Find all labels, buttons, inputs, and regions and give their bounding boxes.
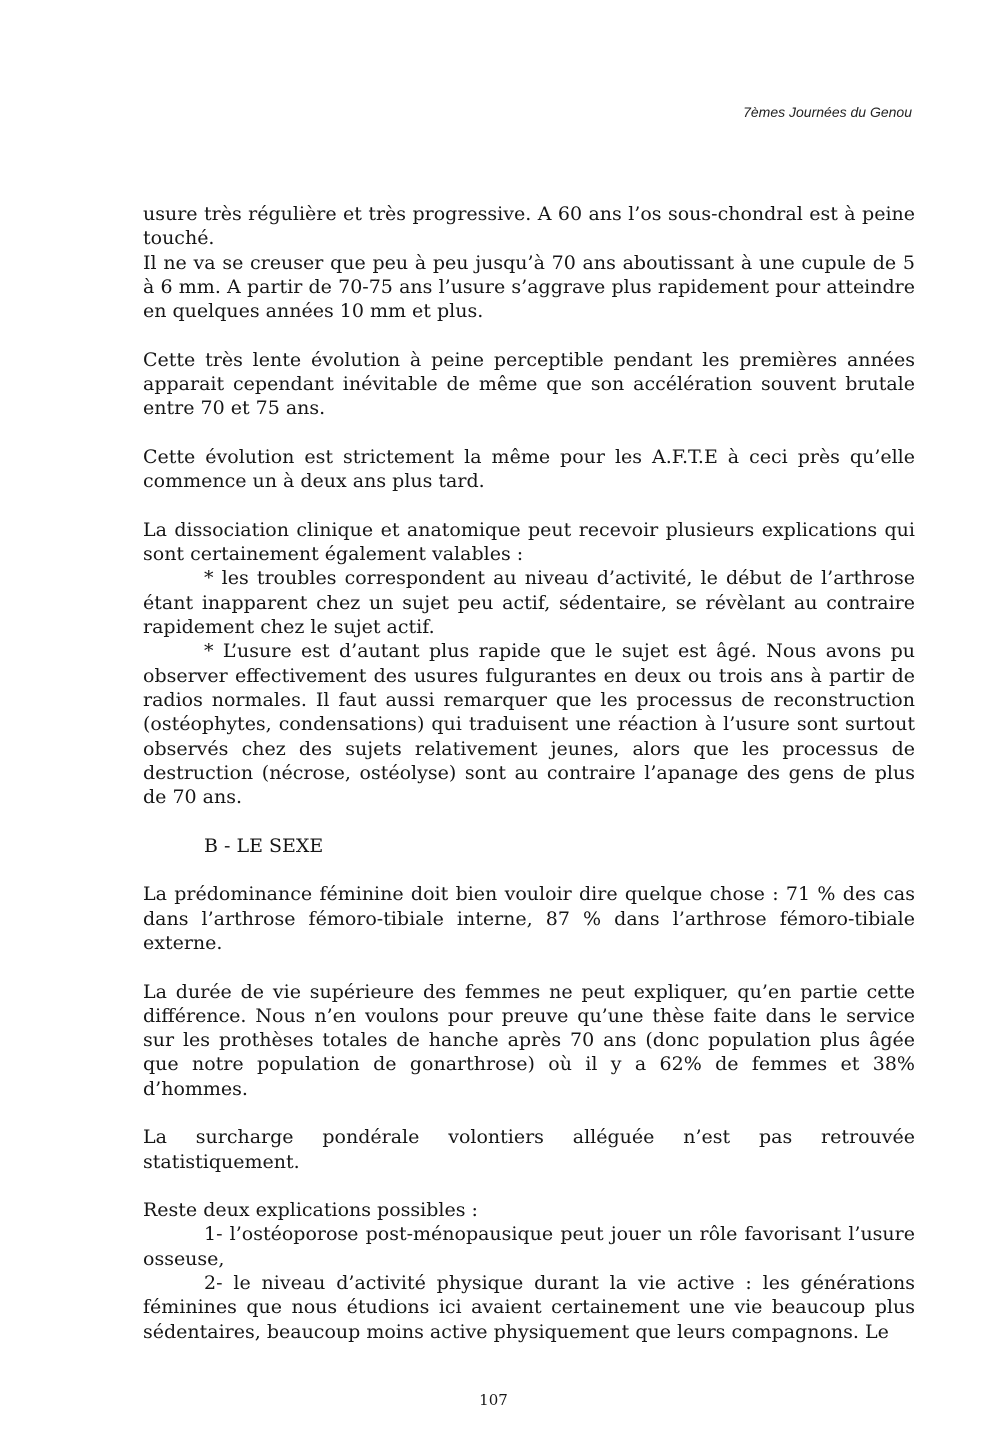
- paragraph: Il ne va se creuser que peu à peu jusqu’à 70 ans aboutissant à une cupule de 5 à 6 mm. A partir de 70-75 ans l’usure s’aggrave plus rapidement pour atteindre en quelques années 10 mm et plus.: [143, 251, 915, 323]
- paragraph: Reste deux explications possibles :: [143, 1199, 478, 1222]
- paragraph: Cette très lente évolution à peine perceptible pendant les premières années apparait cependant inévitable de même que son accélération souvent brutale entre 70 et 75 ans.: [143, 348, 915, 420]
- paragraph: La dissociation clinique et anatomique peut recevoir plusieurs explications qui sont certainement également valables :: [143, 518, 915, 566]
- paragraph: La surcharge pondérale volontiers alléguée n’est pas retrouvée statistiquement.: [143, 1126, 915, 1173]
- paragraph: La durée de vie supérieure des femmes ne peut expliquer, qu’en partie cette différence. Nous n’en voulons pour preuve qu’une thèse faite dans le service sur les prothèses totales de hanche après 70 ans (donc population plus âgée que notre population de gonarthrose) où il y a 62% de femmes et 38% d’hommes.: [143, 980, 915, 1100]
- list-item: 2- le niveau d’activité physique durant la vie active : les générations féminines que nous étudions ici avaient certainement une vie beaucoup plus sédentaires, beaucoup moins active physiquement que leurs compagnons. Le: [143, 1272, 915, 1343]
- running-header: 7èmes Journées du Genou: [743, 104, 912, 120]
- bullet-paragraph: * L’usure est d’autant plus rapide que le sujet est âgé. Nous avons pu observer effectivement des usures fulgurantes en deux ou trois ans à partir de radios normales. Il faut aussi remarquer que les processus de reconstruction (ostéophytes, condensations) qui traduisent une réaction à l’usure sont surtout observés chez des sujets relativement jeunes, alors que les processus de destruction (nécrose, ostéolyse) sont au contraire l’apanage des gens de plus de 70 ans.: [143, 640, 915, 809]
- bullet-paragraph: * les troubles correspondent au niveau d’activité, le début de l’arthrose étant inapparent chez un sujet peu actif, sédentaire, se révèlant au contraire rapidement chez le sujet actif.: [143, 567, 915, 639]
- paragraph: La prédominance féminine doit bien vouloir dire quelque chose : 71 % des cas dans l’arthrose fémoro-tibiale interne, 87 % dans l’arthrose fémoro-tibiale externe.: [143, 883, 915, 954]
- paragraph: Cette évolution est strictement la même pour les A.F.T.E à ceci près qu’elle commence un à deux ans plus tard.: [143, 445, 915, 493]
- list-item: 1- l’ostéoporose post-ménopausique peut jouer un rôle favorisant l’usure osseuse,: [143, 1223, 915, 1270]
- body-text: [143, 202, 915, 1344]
- section-heading: B - LE SEXE: [204, 834, 324, 857]
- page-number: 107: [479, 1391, 508, 1409]
- paragraph: usure très régulière et très progressive. A 60 ans l’os sous-chondral est à peine touché.: [143, 203, 915, 250]
